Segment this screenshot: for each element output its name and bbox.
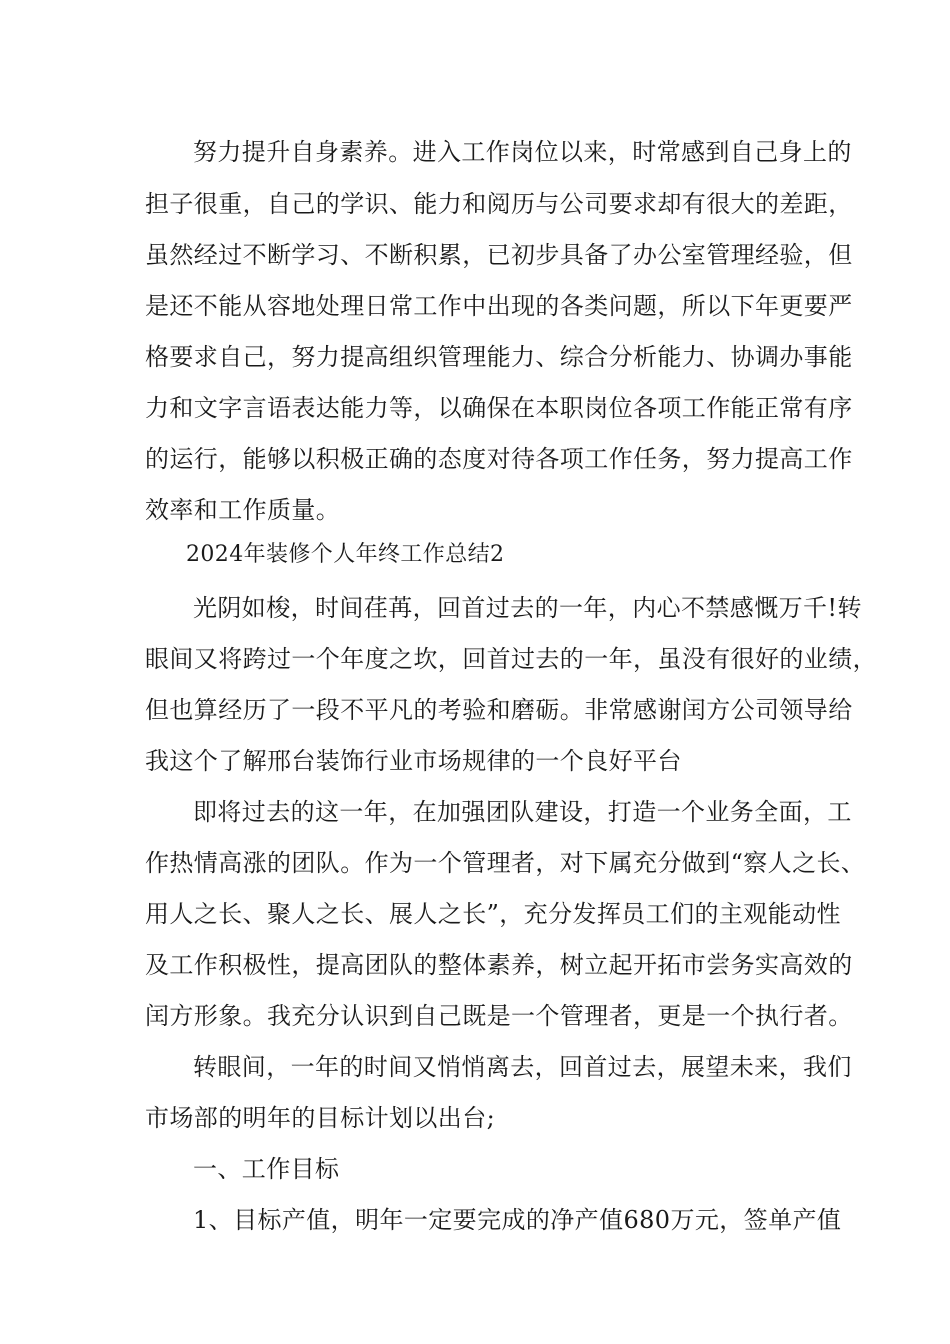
text-line: 光阴如梭，时间荏苒，回首过去的一年，内心不禁感慨万千!转 — [193, 594, 862, 622]
text-line: 眼间又将跨过一个年度之坎，回首过去的一年，虽没有很好的业绩， — [145, 645, 877, 673]
text-line: 但也算经历了一段不平凡的考验和磨砺。非常感谢闰方公司领导给 — [145, 696, 853, 724]
text-line: 的运行，能够以积极正确的态度对待各项工作任务，努力提高工作 — [145, 445, 853, 473]
text-line: 一、工作目标 — [193, 1155, 340, 1183]
text-line: 虽然经过不断学习、不断积累，已初步具备了办公室管理经验，但 — [145, 241, 853, 269]
text-line: 1、目标产值，明年一定要完成的净产值680万元，签单产值 — [193, 1206, 842, 1234]
text-line: 是还不能从容地处理日常工作中出现的各类问题，所以下年更要严 — [145, 292, 853, 320]
text-line: 闰方形象。我充分认识到自己既是一个管理者，更是一个执行者。 — [145, 1002, 853, 1030]
text-line: 担子很重，自己的学识、能力和阅历与公司要求却有很大的差距， — [145, 190, 853, 218]
section-heading: 2024年装修个人年终工作总结2 — [186, 542, 505, 567]
text-line: 转眼间，一年的时间又悄悄离去，回首过去，展望未来，我们 — [193, 1053, 852, 1081]
text-line: 效率和工作质量。 — [145, 496, 341, 524]
text-line: 力和文字言语表达能力等，以确保在本职岗位各项工作能正常有序 — [145, 394, 853, 422]
text-line: 及工作积极性，提高团队的整体素养，树立起开拓市尝务实高效的 — [145, 951, 853, 979]
text-line: 努力提升自身素养。进入工作岗位以来，时常感到自己身上的 — [193, 138, 852, 166]
text-line: 我这个了解邢台装饰行业市场规律的一个良好平台 — [145, 747, 682, 775]
text-line: 用人之长、聚人之长、展人之长”，充分发挥员工们的主观能动性 — [145, 900, 841, 928]
text-line: 市场部的明年的目标计划以出台; — [145, 1104, 496, 1132]
text-line: 作热情高涨的团队。作为一个管理者，对下属充分做到“察人之长、 — [145, 849, 866, 877]
text-line: 格要求自己，努力提高组织管理能力、综合分析能力、协调办事能 — [145, 343, 853, 371]
text-line: 即将过去的这一年，在加强团队建设，打造一个业务全面，工 — [193, 798, 852, 826]
